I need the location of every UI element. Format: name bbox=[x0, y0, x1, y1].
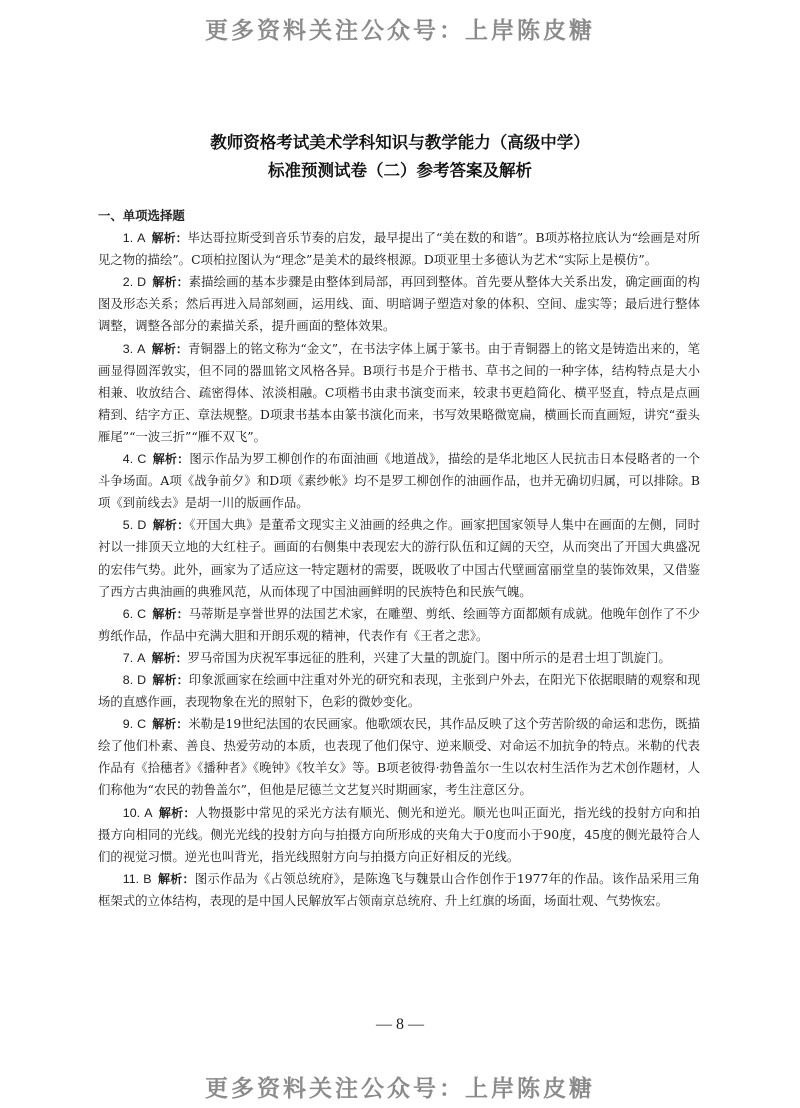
question-number: 6. bbox=[122, 606, 134, 621]
analysis-label: 解析： bbox=[158, 805, 196, 820]
page-subtitle: 标准预测试卷（二）参考答案及解析 bbox=[268, 161, 532, 180]
question-number: 3. bbox=[122, 341, 134, 356]
question-number: 4. bbox=[122, 452, 134, 467]
question-number: 7. bbox=[122, 650, 134, 665]
analysis-text: 马蒂斯是享誉世界的法国艺术家，在雕塑、剪纸、绘画等方面都颇有成就。他晚年创作了不少剪纸作品，作品中充满大胆和开朗乐观的精神，代表作有《王者之悲》。 bbox=[98, 605, 700, 643]
analysis-label: 解析： bbox=[152, 606, 189, 621]
analysis-text: 罗马帝国为庆祝军事远征的胜利，兴建了大量的凯旋门。图中所示的是君士坦丁凯旋门。 bbox=[187, 649, 671, 665]
page-number: — 8 — bbox=[376, 1016, 424, 1033]
answer-letter: D bbox=[137, 275, 147, 290]
analysis-label: 解析： bbox=[151, 341, 188, 356]
analysis-text: 素描绘画的基本步骤是由整体到局部，再回到整体。首先要从整体大关系出发，确定画面的构图及形态关系；然后再进入局部刻画，运用线、面、明暗调子塑造对象的体积、空间、虚实等；最后进行整体调整，调整各部分的素描关系，提升画面的整体效果。 bbox=[98, 274, 700, 334]
answer-item bbox=[98, 603, 700, 647]
analysis-label: 解析： bbox=[152, 672, 189, 687]
question-number: 1. bbox=[122, 231, 134, 246]
answer-item bbox=[98, 514, 700, 602]
answer-letter: A bbox=[137, 341, 146, 356]
analysis-label: 解析： bbox=[152, 275, 189, 290]
analysis-text: 米勒是19世纪法国的农民画家。他歌颂农民，其作品反映了这个劳苦阶级的命运和悲伤，既描绘了他们朴素、善良、热爱劳动的本质，也表现了他们保守、逆来顺受、对命运不加抗争的特点。米勒的代表作品有《拾穗者》《播种者》《晚钟》《牧羊女》等。B项老彼得·勃鲁盖尔一生以农村生活作为艺术创作题材，人们称他为“农民的勃鲁盖尔”，但他是尼德兰文艺复兴时期画家，考生注意区分。 bbox=[98, 716, 700, 798]
question-number: 9. bbox=[122, 717, 134, 732]
analysis-text: 《开国大典》是董希文现实主义油画的经典之作。画家把国家领导人集中在画面的左侧，同时衬以一排顶天立地的大红柱子。画面的右侧集中表现宏大的游行队伍和辽阔的天空，从而突出了开国大典盛况的宏伟气势。此外，画家为了适应这一特定题材的需要，既吸收了中国古代壁画富丽堂皇的装饰效果，又借鉴了西方古典油画的典雅风范，从而体现了中国油画鲜明的民族特色和民族气魄。 bbox=[98, 517, 700, 599]
watermark-bottom: 更多资料关注公众号：上岸陈皮糖 bbox=[205, 1076, 595, 1102]
analysis-text: 图示作品为罗工柳创作的布面油画《地道战》，描绘的是华北地区人民抗击日本侵略者的一个斗争场面。A项《战争前夕》和D项《素纱帐》均不是罗工柳创作的油画作品，也并无确切归属，可以排除。B项《到前线去》是胡一川的版画作品。 bbox=[98, 451, 700, 511]
answer-section bbox=[98, 205, 700, 912]
analysis-text: 人物摄影中常见的采光方法有顺光、侧光和逆光。顺光也叫正面光，指光线的投射方向和拍摄方向相同的光线。侧光光线的投射方向与拍摄方向所形成的夹角大于0度而小于90度，45度的侧光最符合人们的视觉习惯。逆光也叫背光，指光线照射方向与拍摄方向正好相反的光线。 bbox=[98, 804, 700, 864]
section-heading: 一、单项选择题 bbox=[98, 208, 185, 223]
analysis-label: 解析： bbox=[152, 518, 190, 533]
answer-item bbox=[98, 647, 700, 669]
answer-letter: A bbox=[144, 805, 153, 820]
analysis-label: 解析： bbox=[151, 231, 188, 246]
answer-letter: B bbox=[143, 871, 152, 886]
answer-letter: A bbox=[137, 650, 146, 665]
analysis-text: 图示作品为《占领总统府》，是陈逸飞与魏景山合作创作于1977年的作品。该作品采用三角框架式的立体结构，表现的是中国人民解放军占领南京总统府、升上红旗的场面，场面壮观、气势恢宏。 bbox=[98, 870, 700, 908]
answer-letter: D bbox=[137, 518, 147, 533]
page-title: 教师资格考试美术学科知识与教学能力（高级中学） bbox=[210, 133, 590, 152]
answer-item bbox=[98, 868, 700, 912]
answer-letter: D bbox=[137, 672, 147, 687]
analysis-text: 青铜器上的铭文称为“金文”，在书法字体上属于篆书。由于青铜器上的铭文是铸造出来的，笔画显得圆浑敦实，但不同的器皿铭文风格各异。B项行书是介于楷书、草书之间的一种字体，结构特点是大小相兼、收放结合、疏密得体、浓淡相融。C项楷书由隶书演变而来，较隶书更趋简化、横平竖直，特点是点画精到、结字方正、章法规整。D项隶书基本由篆书演化而来，书写效果略微宽扁，横画长而直画短，讲究“蚕头雁尾”“一波三折”“雁不双飞”。 bbox=[98, 340, 700, 444]
answer-list bbox=[98, 227, 700, 912]
question-number: 5. bbox=[122, 518, 134, 533]
answer-letter: C bbox=[137, 452, 147, 467]
answer-letter: C bbox=[137, 606, 147, 621]
question-number: 2. bbox=[122, 275, 134, 290]
answer-item bbox=[98, 271, 700, 337]
answer-item bbox=[98, 338, 700, 448]
analysis-text: 印象派画家在绘画中注重对外光的研究和表现，主张到户外去，在阳光下依据眼睛的观察和现场的直感作画，表现物象在光的照射下，色彩的微妙变化。 bbox=[98, 671, 700, 710]
answer-letter: A bbox=[137, 231, 146, 246]
analysis-label: 解析： bbox=[152, 452, 190, 467]
analysis-label: 解析： bbox=[157, 871, 195, 886]
analysis-label: 解析： bbox=[151, 650, 188, 665]
answer-letter: C bbox=[137, 717, 147, 732]
analysis-label: 解析： bbox=[152, 717, 189, 732]
answer-item bbox=[98, 227, 700, 271]
question-number: 8. bbox=[122, 672, 134, 687]
question-number: 11. bbox=[122, 871, 140, 886]
answer-item bbox=[98, 802, 700, 868]
watermark-top: 更多资料关注公众号：上岸陈皮糖 bbox=[205, 18, 595, 44]
analysis-text: 毕达哥拉斯受到音乐节奏的启发，最早提出了“美在数的和谐”。B项苏格拉底认为“绘画是对所见之物的描绘”。C项柏拉图认为“理念”是美术的最终根源。D项亚里士多德认为艺术“实际上是模仿”。 bbox=[98, 230, 700, 268]
question-number: 10. bbox=[122, 805, 141, 820]
answer-item bbox=[98, 713, 700, 801]
answer-item bbox=[98, 669, 700, 713]
answer-item bbox=[98, 448, 700, 514]
